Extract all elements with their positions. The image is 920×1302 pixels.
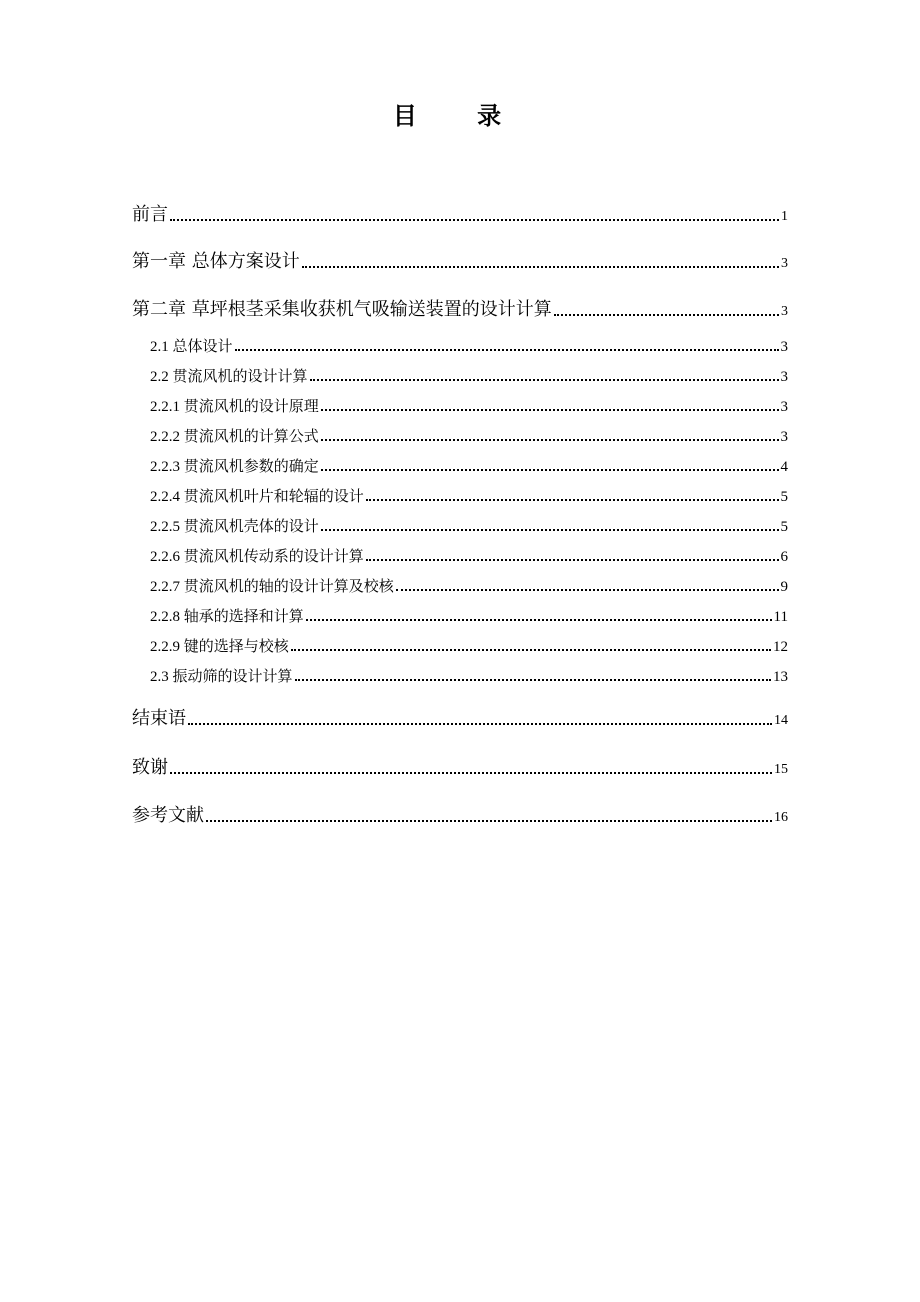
toc-entry-page: 13 bbox=[773, 669, 788, 685]
leader-dots bbox=[310, 378, 779, 381]
toc-entry-page: 6 bbox=[780, 549, 788, 565]
toc-entry-label: 2.2.5 贯流风机壳体的设计 bbox=[150, 519, 319, 535]
toc-entry-page: 4 bbox=[780, 459, 788, 475]
leader-dots bbox=[366, 558, 779, 561]
toc-entry-label: 致谢 bbox=[132, 757, 168, 778]
toc-entry-label: 2.2.2 贯流风机的计算公式 bbox=[150, 429, 319, 445]
toc-entry-label: 2.1 总体设计 bbox=[150, 339, 233, 355]
toc-entry-label: 2.3 振动筛的设计计算 bbox=[150, 669, 293, 685]
toc-entry[interactable] bbox=[150, 485, 788, 506]
leader-dots bbox=[291, 648, 771, 651]
leader-dots bbox=[554, 313, 779, 316]
toc-entry[interactable] bbox=[132, 704, 788, 730]
page-title: 目 录 bbox=[392, 102, 528, 130]
leader-dots bbox=[321, 528, 779, 531]
toc-entry-label: 2.2.7 贯流风机的轴的设计计算及校核 bbox=[150, 579, 394, 595]
toc-entry-page: 3 bbox=[780, 429, 788, 445]
toc-entry-label: 第一章 总体方案设计 bbox=[132, 251, 300, 272]
toc-entry[interactable] bbox=[132, 801, 788, 827]
toc-entry[interactable] bbox=[150, 635, 788, 656]
toc-entry[interactable] bbox=[132, 753, 788, 779]
toc-entry[interactable] bbox=[150, 605, 788, 626]
leader-dots bbox=[295, 678, 771, 681]
toc-entry[interactable] bbox=[150, 665, 788, 686]
toc-entry[interactable] bbox=[150, 365, 788, 386]
leader-dots bbox=[321, 408, 779, 411]
toc-entry-page: 3 bbox=[780, 339, 788, 355]
leader-dots bbox=[396, 588, 779, 591]
toc-entry-page: 3 bbox=[781, 256, 788, 271]
toc-entry-label: 2.2.9 键的选择与校核 bbox=[150, 639, 289, 655]
leader-dots bbox=[366, 498, 779, 501]
toc-entry[interactable] bbox=[150, 395, 788, 416]
toc-entry[interactable] bbox=[132, 247, 788, 273]
toc-entry-label: 2.2.8 轴承的选择和计算 bbox=[150, 609, 304, 625]
toc-entry-page: 3 bbox=[780, 369, 788, 385]
toc-entry-page: 5 bbox=[780, 519, 788, 535]
toc-entry-page: 1 bbox=[781, 209, 788, 224]
leader-dots bbox=[235, 348, 779, 351]
toc-entry-page: 3 bbox=[780, 399, 788, 415]
toc-entry-page: 3 bbox=[781, 304, 788, 319]
toc-entry-page: 5 bbox=[780, 489, 788, 505]
leader-dots bbox=[188, 722, 772, 725]
toc-entry-page: 16 bbox=[774, 810, 788, 825]
toc-entry[interactable] bbox=[132, 200, 788, 226]
leader-dots bbox=[206, 819, 772, 822]
toc-entry-label: 参考文献 bbox=[132, 805, 204, 826]
leader-dots bbox=[321, 468, 779, 471]
toc-entry[interactable] bbox=[132, 295, 788, 321]
leader-dots bbox=[170, 218, 779, 221]
toc-entry-page: 9 bbox=[780, 579, 788, 595]
toc-entry[interactable] bbox=[150, 455, 788, 476]
leader-dots bbox=[306, 618, 772, 621]
toc-entry-label: 结束语 bbox=[132, 708, 186, 729]
toc-entry-label: 前言 bbox=[132, 204, 168, 225]
leader-dots bbox=[321, 438, 779, 441]
toc-entry-label: 2.2.3 贯流风机参数的确定 bbox=[150, 459, 319, 475]
toc-entry[interactable] bbox=[150, 515, 788, 536]
toc-entry-page: 11 bbox=[773, 609, 788, 625]
toc-entry[interactable] bbox=[150, 545, 788, 566]
toc-entry[interactable] bbox=[150, 335, 788, 356]
toc-entry[interactable] bbox=[150, 575, 788, 596]
leader-dots bbox=[170, 771, 772, 774]
toc-entry-page: 12 bbox=[773, 639, 788, 655]
toc-entry-page: 14 bbox=[774, 713, 788, 728]
toc-entry-label: 2.2.4 贯流风机叶片和轮辐的设计 bbox=[150, 489, 364, 505]
toc-entry-label: 2.2 贯流风机的设计计算 bbox=[150, 369, 308, 385]
leader-dots bbox=[302, 265, 779, 268]
toc-entry-label: 2.2.6 贯流风机传动系的设计计算 bbox=[150, 549, 364, 565]
toc-entry[interactable] bbox=[150, 425, 788, 446]
toc-entry-page: 15 bbox=[774, 762, 788, 777]
toc-entry-label: 2.2.1 贯流风机的设计原理 bbox=[150, 399, 319, 415]
toc-entry-label: 第二章 草坪根茎采集收获机气吸输送装置的设计计算 bbox=[132, 299, 552, 320]
